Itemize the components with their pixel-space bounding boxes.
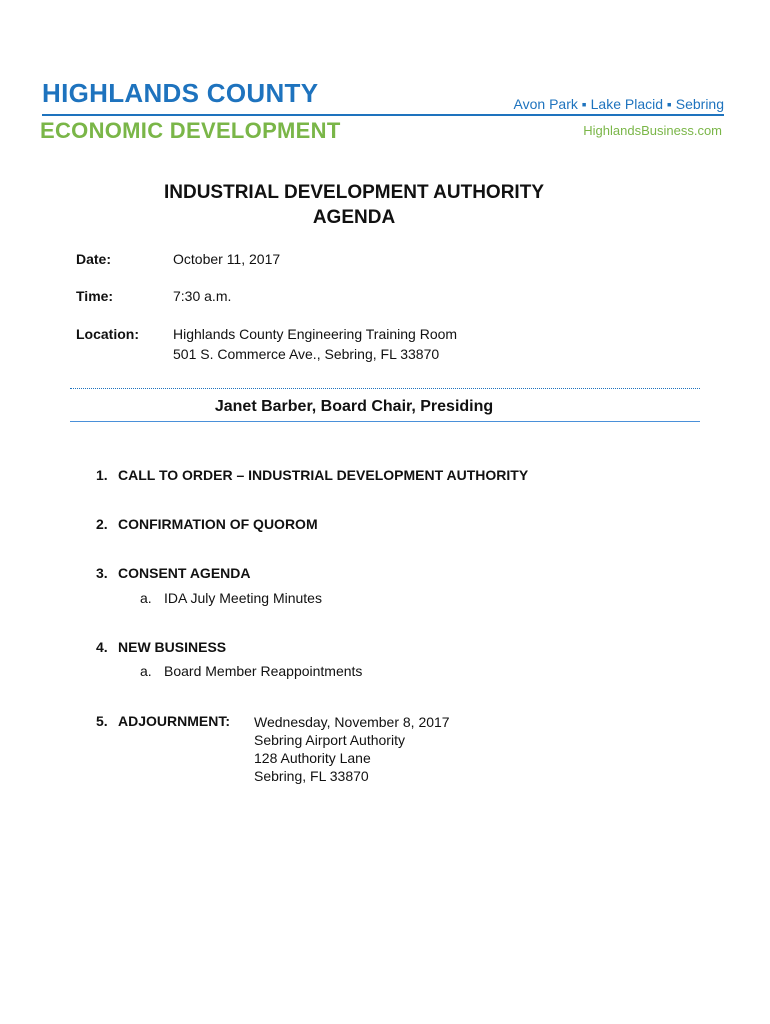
website-link[interactable]: HighlandsBusiness.com [583,123,722,138]
agenda-item-number: 2. [96,516,108,532]
location-line2: 501 S. Commerce Ave., Sebring, FL 33870 [173,346,440,362]
time-label: Time: [76,288,114,304]
title-line2: AGENDA [312,207,396,228]
org-name-line1: HIGHLANDS COUNTY [42,78,319,108]
document-title [0,180,708,230]
adjournment-street: 128 Authority Lane [254,750,371,766]
agenda-item-number: 1. [96,467,108,483]
sub-item-label: IDA July Meeting Minutes [164,590,322,606]
org-name-line2: ECONOMIC DEVELOPMENT [40,118,341,143]
agenda-item-label: CONSENT AGENDA [118,565,251,581]
agenda-item [96,516,318,532]
location-line1: Highlands County Engineering Training Room [173,326,458,342]
location-value [173,324,457,364]
date-label: Date: [76,251,112,267]
agenda-item [96,565,251,581]
agenda-item-label: CALL TO ORDER – INDUSTRIAL DEVELOPMENT AUTHORITY [118,467,529,483]
agenda-item [96,713,230,729]
sub-item-letter: a. [140,590,152,606]
adjournment-details [254,713,450,785]
cities-line: Avon Park ▪ Lake Placid ▪ Sebring [513,96,724,112]
agenda-item-label: NEW BUSINESS [118,639,227,655]
agenda-sub-item [140,663,362,679]
date-value: October 11, 2017 [173,251,281,267]
agenda-item-label: CONFIRMATION OF QUOROM [118,516,318,532]
agenda-item-number: 4. [96,639,108,655]
agenda-item-number: 5. [96,713,108,729]
dotted-divider [70,388,700,389]
sub-item-label: Board Member Reappointments [164,663,363,679]
agenda-item [96,639,226,655]
letterhead-rule [42,114,724,116]
adjournment-city: Sebring, FL 33870 [254,768,369,784]
presiding-line: Janet Barber, Board Chair, Presiding [214,398,494,415]
adjournment-date: Wednesday, November 8, 2017 [254,714,450,730]
agenda-item-label: ADJOURNMENT: [118,713,230,729]
time-value: 7:30 a.m. [173,288,232,304]
agenda-item [96,467,528,483]
location-label: Location: [76,326,139,342]
adjournment-venue: Sebring Airport Authority [254,732,405,748]
agenda-sub-item [140,590,322,606]
solid-divider [70,421,700,422]
title-line1: INDUSTRIAL DEVELOPMENT AUTHORITY [163,182,544,203]
agenda-item-number: 3. [96,565,108,581]
sub-item-letter: a. [140,663,152,679]
